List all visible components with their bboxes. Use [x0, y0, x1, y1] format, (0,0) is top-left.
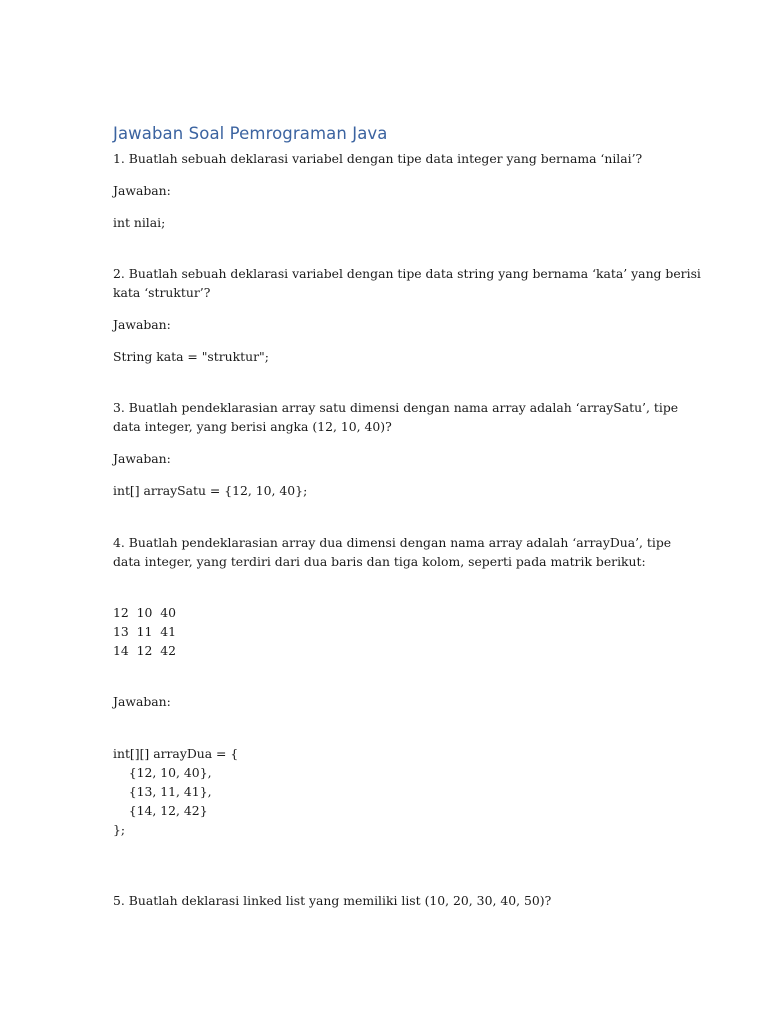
- q2-answer: String kata = "struktur";: [113, 349, 269, 364]
- q1-answer-label: Jawaban:: [113, 183, 171, 198]
- matrix-row: 13 11 41: [113, 624, 177, 639]
- q1-question: 1. Buatlah sebuah deklarasi variabel dengan tipe data integer yang bernama ‘nilai’?: [113, 151, 643, 166]
- q3-question-line2: data integer, yang berisi angka (12, 10, 40)?: [113, 419, 392, 434]
- document-title: Jawaban Soal Pemrograman Java: [113, 124, 388, 143]
- code-line: };: [113, 822, 126, 837]
- matrix-row: 12 10 40: [113, 605, 177, 620]
- q2-question-line2: kata ‘struktur’?: [113, 285, 211, 300]
- q4-question-line1: 4. Buatlah pendeklarasian array dua dimensi dengan nama array adalah ‘arrayDua’, tipe: [113, 535, 672, 550]
- q3-question-line1: 3. Buatlah pendeklarasian array satu dimensi dengan nama array adalah ‘arraySatu’, tipe: [113, 400, 679, 415]
- q2-question-line1: 2. Buatlah sebuah deklarasi variabel dengan tipe data string yang bernama ‘kata’ yang berisi: [113, 266, 701, 281]
- q1-answer: int nilai;: [113, 215, 166, 230]
- code-line: int[][] arrayDua = {: [113, 746, 239, 761]
- q4-answer-label: Jawaban:: [113, 694, 171, 709]
- q3-answer: int[] arraySatu = {12, 10, 40};: [113, 483, 308, 498]
- code-line: {14, 12, 42}: [113, 803, 208, 818]
- q2-answer-label: Jawaban:: [113, 317, 171, 332]
- q5-question: 5. Buatlah deklarasi linked list yang memiliki list (10, 20, 30, 40, 50)?: [113, 893, 552, 908]
- matrix-row: 14 12 42: [113, 643, 177, 658]
- code-line: {13, 11, 41},: [113, 784, 212, 799]
- q3-answer-label: Jawaban:: [113, 451, 171, 466]
- code-line: {12, 10, 40},: [113, 765, 212, 780]
- q4-question-line2: data integer, yang terdiri dari dua baris dan tiga kolom, seperti pada matrik berikut:: [113, 554, 646, 569]
